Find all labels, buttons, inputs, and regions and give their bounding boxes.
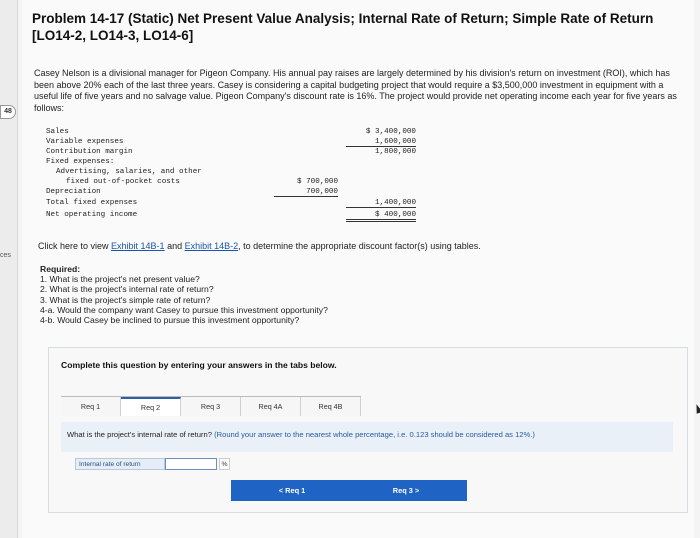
total-fixed-value: 1,400,000 xyxy=(346,199,416,208)
problem-content xyxy=(22,0,694,538)
answer-row xyxy=(75,458,230,470)
percent-unit: % xyxy=(219,458,230,470)
sales-value: $ 3,400,000 xyxy=(365,128,416,136)
panel-instruction: Complete this question by entering your answers in the tabs below. xyxy=(61,360,337,370)
variable-expenses-value: 1,600,000 xyxy=(346,138,416,147)
exhibit-prefix: Click here to view xyxy=(38,241,112,251)
required-title: Required: xyxy=(40,264,81,274)
net-operating-income-value: $ 400,000 xyxy=(346,211,416,222)
question-main: What is the project's internal rate of return? xyxy=(67,430,212,439)
exhibit-14b-1-link[interactable]: Exhibit 14B-1 xyxy=(111,241,165,251)
sidebar-badge[interactable]: 48 xyxy=(0,105,16,119)
total-fixed-label: Total fixed expenses xyxy=(46,199,138,207)
depreciation-value: 700,000 xyxy=(274,188,338,197)
sidebar-label[interactable]: ces xyxy=(0,252,11,259)
exhibit-14b-2-link[interactable]: Exhibit 14B-2 xyxy=(184,241,239,251)
tab-req-3[interactable]: Req 3 xyxy=(181,397,241,416)
tab-req-4a[interactable]: Req 4A xyxy=(241,397,301,416)
contribution-margin-value: 1,800,000 xyxy=(374,148,416,156)
next-req-button[interactable]: Req 3 > xyxy=(345,480,467,501)
irr-input[interactable] xyxy=(165,458,217,470)
tab-req-4b[interactable]: Req 4B xyxy=(301,397,361,416)
variable-expenses-label: Variable expenses xyxy=(46,138,124,146)
problem-intro: Casey Nelson is a divisional manager for Pigeon Company. His annual pay raises are largely determined by his division's return on investment (ROI), which has been above 20% each of the last three years. Casey is considering a capital budgeting project that would require a $3,500,000 investment in equipment with a useful life of five years and no salvage value. Pigeon Company's discount rate is 16%. The project would provide net operating income each year for five years as follows: xyxy=(34,68,677,113)
net-operating-income-label: Net operating income xyxy=(46,211,138,219)
exhibit-suffix: , to determine the appropriate discount factor(s) using tables. xyxy=(238,241,481,251)
sales-label: Sales xyxy=(46,128,69,136)
required-item: 3. What is the project's simple rate of return? xyxy=(40,294,211,305)
problem-title: Problem 14-17 (Static) Net Present Value Analysis; Internal Rate of Return; Simple Rate of Return [LO14-2, LO14-3, LO14-6] xyxy=(32,11,654,43)
prev-req-button[interactable]: < Req 1 xyxy=(231,480,353,501)
exhibit-instruction xyxy=(38,241,481,251)
fixed-expenses-label: Fixed expenses: xyxy=(46,158,115,166)
left-sidebar xyxy=(0,0,18,538)
tab-req-1[interactable]: Req 1 xyxy=(61,397,121,416)
question-text xyxy=(67,430,607,439)
advertising-label: Advertising, salaries, and other xyxy=(56,168,202,176)
out-of-pocket-label: fixed out-of-pocket costs xyxy=(66,178,180,186)
answer-panel xyxy=(48,347,688,513)
required-item: 4-a. Would the company want Casey to pursue this investment opportunity? xyxy=(40,304,328,315)
exhibit-and: and xyxy=(164,241,185,251)
required-item: 2. What is the project's internal rate of return? xyxy=(40,284,214,295)
irr-label: Internal rate of return xyxy=(75,458,165,470)
question-hint: (Round your answer to the nearest whole percentage, i.e. 0.123 should be considered as 12%.) xyxy=(214,430,535,439)
req-tabs xyxy=(61,396,361,416)
income-statement xyxy=(46,128,416,230)
out-of-pocket-value: $ 700,000 xyxy=(296,178,338,186)
mouse-cursor-icon xyxy=(694,403,700,414)
depreciation-label: Depreciation xyxy=(46,188,101,196)
required-section xyxy=(40,264,460,325)
contribution-margin-label: Contribution margin xyxy=(46,148,133,156)
required-item: 1. What is the project's net present value? xyxy=(40,274,200,285)
tab-req-2[interactable]: Req 2 xyxy=(121,397,181,416)
required-item: 4-b. Would Casey be inclined to pursue this investment opportunity? xyxy=(40,315,300,326)
question-area xyxy=(61,422,673,452)
